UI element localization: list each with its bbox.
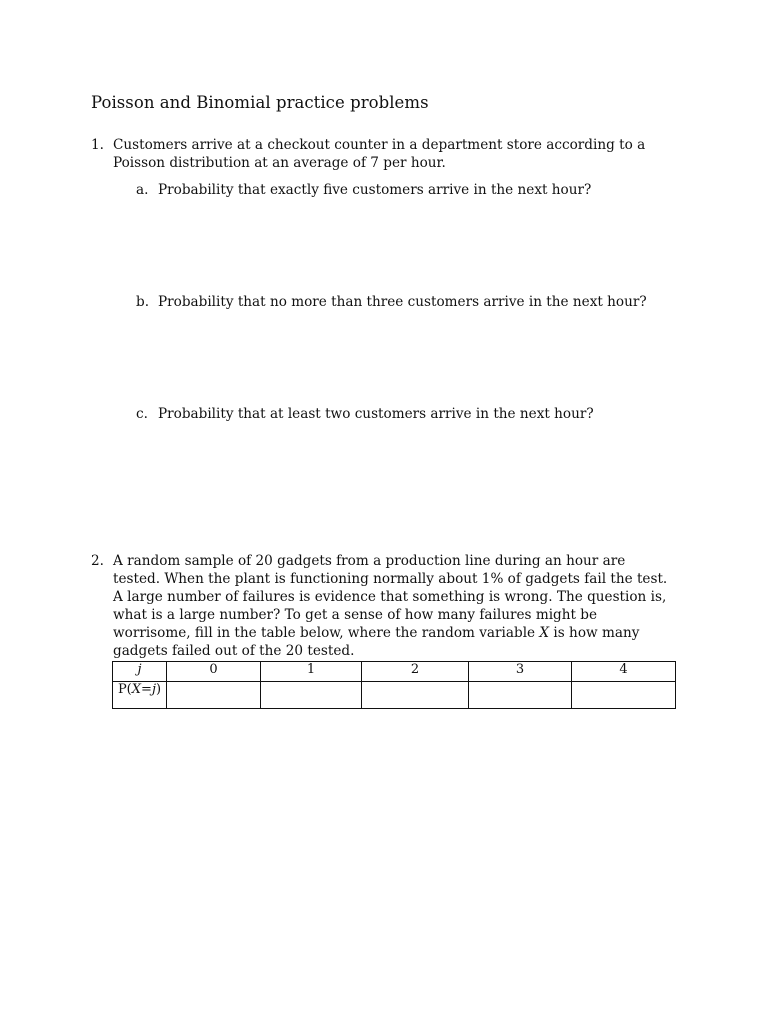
table-value-cell[interactable]	[362, 682, 469, 709]
table-header-cell: 2	[362, 662, 469, 682]
question-1-text: Customers arrive at a checkout counter in a department store according to a Poisson distribution at an average of 7 per hour.	[113, 137, 646, 171]
question-1b-letter: b.	[136, 294, 150, 310]
table-header-label: j	[113, 662, 167, 682]
probability-table	[112, 661, 676, 709]
question-2-text-part-2: is how many gadgets failed out of the 20 tested.	[113, 625, 640, 659]
question-2-text	[113, 552, 673, 660]
table-value-cell[interactable]	[261, 682, 362, 709]
question-1a-letter: a.	[136, 182, 149, 198]
page-title: Poisson and Binomial practice problems	[91, 93, 429, 112]
table-header-row	[113, 662, 676, 682]
table-row-label	[113, 682, 167, 709]
table-value-cell[interactable]	[167, 682, 261, 709]
row-label-variable: X	[131, 682, 142, 697]
table-header-cell: 0	[167, 662, 261, 682]
row-label-suffix: )	[155, 682, 162, 697]
table-header-cell: 1	[261, 662, 362, 682]
question-2-text-part-1: A random sample of 20 gadgets from a production line during an hour are tested. When the plant is functioning normally about 1% of gadgets fail the test. A large number of failures is evidence that something is wrong. The question is, what is a large number? To get a sense of how many failures might be worrisome, fill in the table below, where the random variable	[113, 553, 668, 641]
table-header-cell: 3	[469, 662, 572, 682]
table-value-row	[113, 682, 676, 709]
question-2-number: 2.	[91, 553, 104, 569]
table-value-cell[interactable]	[469, 682, 572, 709]
question-1c-letter: c.	[136, 406, 148, 422]
row-label-equals: =	[141, 682, 152, 697]
question-2-variable: X	[539, 625, 550, 641]
table-header-cell: 4	[572, 662, 676, 682]
question-1a-text: Probability that exactly five customers arrive in the next hour?	[158, 182, 592, 198]
question-1b-text: Probability that no more than three customers arrive in the next hour?	[158, 294, 647, 310]
question-1c-text: Probability that at least two customers arrive in the next hour?	[158, 406, 594, 422]
table-value-cell[interactable]	[572, 682, 676, 709]
question-1-number: 1.	[91, 137, 104, 153]
row-label-prefix: P(	[117, 682, 132, 697]
row-label-j: j	[151, 682, 156, 697]
